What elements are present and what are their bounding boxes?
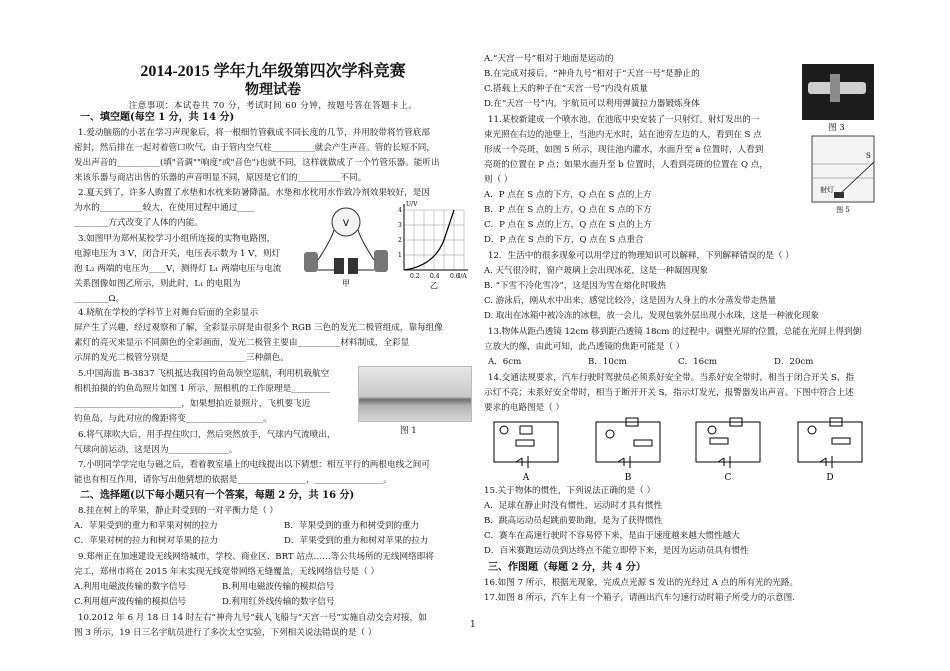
tick-x-1: 0.2 <box>410 273 420 280</box>
spacecraft-docking-photo <box>802 64 874 120</box>
page-number: 1 <box>470 620 476 630</box>
q2-line3: ________方式改变了人体的内能。 <box>74 218 203 228</box>
tick-x-2: 0.4 <box>430 273 440 280</box>
q13-option-c: C．16cm <box>678 357 718 367</box>
q5-line3: _________________________，如果想拍近景照片，飞机要飞近 <box>74 399 311 409</box>
tick-y-4: 4 <box>398 207 402 214</box>
circuit-d <box>798 418 862 468</box>
q5-line2: 相机拍摄的钓鱼岛照片如图 1 所示，照相机的工作原理是_________ <box>74 384 330 394</box>
q6-line2: 气球向前运动，这是因为______________。 <box>74 445 238 455</box>
q12-option-d: D. 取出在冰箱中被冷冻的冰糕，放一会儿，发现包装外层出现小水珠，这是一种液化现象 <box>484 311 819 321</box>
q11-option-b: B．P 点在 S 点的上方，Q 点在 S 点的下方 <box>484 205 652 215</box>
q11-line3: 形成一个亮斑，如图 5 所示，现往池内灌水，水面升至 a 位置时，人看到 <box>484 145 764 155</box>
q8-option-a: A．苹果受到的重力和苹果对树的拉力 <box>74 521 218 531</box>
tick-y-3: 3 <box>398 222 402 229</box>
q3-line2: 电源电压为 3 V，闭合开关，电压表示数为 1 V，则灯 <box>74 249 281 259</box>
q8-stem: 8.挂在树上的苹果，静止时受到的一对平衡力是（ ） <box>78 506 278 516</box>
q15-option-b: B．跳高运动员起跳前要助跑，是为了获得惯性 <box>484 516 663 526</box>
q9-option-c: C.利用超声波传输的模拟信号 <box>74 597 187 607</box>
q9-line2: 完工，郑州市将在 2015 年末实现无线宽带网络无缝覆盖，无线网络信号是（ ） <box>74 567 380 577</box>
q1-line1: 1.爱动脑筋的小茗在学习声现象后，将一根细竹管截成不同长度的几节，并用胶带将竹管底部 <box>78 128 430 138</box>
q13-option-b: B．10cm <box>588 357 627 367</box>
q15-stem: 15.关于物体的惯性，下列说法正确的是（ ） <box>484 486 656 496</box>
q10-option-c: C.搭载上天的种子在“天宫一号”内没有质量 <box>484 84 648 94</box>
circuit-a <box>494 422 558 468</box>
q2-line2: 为水的__________较大，在使用过程中通过____ <box>74 203 255 213</box>
circuit-c <box>696 418 760 468</box>
fig3-caption: 图 3 <box>828 123 845 133</box>
exam-title: 2014-2015 学年九年级第四次学科竞赛 <box>140 63 406 80</box>
pool-lamp-figure <box>810 134 876 214</box>
q9-option-d: D.利用红外线传输的数字信号 <box>222 597 335 607</box>
q4-line3: 素灯的亮灭来显示不同颜色的全彩画面，发光二极管主要由__________材料制成，全彩显 <box>74 338 410 348</box>
q4-line2: 屏产生了兴趣，经过观察和了解，全彩显示屏是由很多个 RGB 三色的发光二极管组成，靠每组像 <box>74 323 443 333</box>
q12-stem: 12．生活中的很多现象可以用学过的物理知识可以解释，下列解释错误的是（ ） <box>488 251 794 261</box>
q12-option-b: B. “下雪不冷化雪冷”，这是因为雪在熔化时吸热 <box>484 281 666 291</box>
q11-line2: 束光照在右边的池壁上，当池内无水时，站在池旁左边的人，看到在 S 点 <box>484 130 762 140</box>
q2-line1: 2.夏天到了，许多人购置了水垫和水枕来防暑降温。水垫和水枕用水作致冷剂效果较好，是因 <box>78 188 430 198</box>
q14-line3: 要求的电路图是（ ） <box>484 403 565 413</box>
q3-line1: 3.如图甲为郑州某校学习小组所连接的实物电路图， <box>78 234 276 244</box>
q15-option-a: A．足球在静止时没有惯性，运动时才具有惯性 <box>484 501 663 511</box>
fig5-lamp-label: 射灯 <box>820 186 834 194</box>
q3-line4: 关系图像如图乙所示，则此时，L₁ 的电阻为 <box>74 279 241 289</box>
q4-line4: 示屏的发光二极管分别是__________________三种颜色。 <box>74 353 289 363</box>
q5-line4: 钓鱼岛，与此对应的像距将变__________________。 <box>74 414 272 424</box>
q4-line1: 4.晓航在学校的学科节上对舞台后面的全彩显示 <box>78 308 259 318</box>
circuit-label-c: C <box>724 473 732 482</box>
q11-line1: 11.某校新建成一个喷水池，在池底中央安装了一只射灯。射灯发出的一 <box>488 115 760 125</box>
tick-y-2: 2 <box>398 237 402 244</box>
spacecraft-panel <box>830 74 840 102</box>
q8-option-c: C．苹果对树的拉力和树对苹果的拉力 <box>74 536 219 546</box>
q3-line5: ________Ω。 <box>74 294 125 304</box>
q9-option-a: A.利用电磁波传输的数字信号 <box>74 582 187 592</box>
q12-option-a: A. 天气很冷时，窗户玻璃上会出现冰花，这是一种凝固现象 <box>484 266 709 276</box>
q10-option-d: D.在“天宫一号”内，宇航员可以利用弹簧拉力器锻炼身体 <box>484 99 700 109</box>
q11-line4: 亮斑的位置在 P 点；如果水面升至 b 位置时，人看到亮斑的位置在 Q 点， <box>484 160 768 170</box>
q8-option-b: B．苹果受到的重力和树受到的重力 <box>284 521 420 531</box>
circuit-label-b: B <box>624 473 632 482</box>
q6-line1: 6.将气球吹大后，用手捏住吹口，然后突然放手，气球内气流喷出， <box>78 430 336 440</box>
q14-line1: 14.交通法规要求，汽车行驶时驾驶员必须系好安全带。当系好安全带时，相当于闭合开关 S，指 <box>488 373 855 383</box>
q7-line1: 7.小明同学学完电与磁之后，看着教室墙上的电线提出以下猜想：相互平行的两根电线之间可 <box>78 460 430 470</box>
circuit-options <box>486 412 874 482</box>
circuit-label-a: A <box>522 473 530 482</box>
q9-line1: 9.郑州正在加速建设无线网络城市，学校、商业区、BRT 站点……等公共场所的无线网络即将 <box>78 552 434 562</box>
q8-option-d: D．苹果受到的重力和树对苹果的拉力 <box>284 536 429 546</box>
q13-option-a: A．6cm <box>488 357 522 367</box>
q11-option-c: C．P 点在 S 点的上方，Q 点在 S 点的上方 <box>484 220 652 230</box>
fig5-s-label: S <box>866 152 871 160</box>
q7-line2: 能也有相互作用，请你写出他猜想的依据是________________，________________。 <box>74 475 392 485</box>
q10-line1: 10.2012 年 6 月 18 日 14 时左右“神舟九号”载人飞船与“天宫一号”实施自动交会对接，如 <box>78 613 427 623</box>
section-drawing: 三、作图题（每题 2 分，共 4 分） <box>488 562 646 573</box>
tick-y-1: 1 <box>398 252 402 259</box>
q13-line1: 13.物体从距凸透镜 12cm 移到距凸透镜 18cm 的过程中，调整光屏的位置，总能在光屏上得到倒 <box>488 327 862 337</box>
diaoyu-island-photo <box>358 366 472 422</box>
q3-line3: 泡 L₂ 两端的电压为____V，测得灯 L₁ 两端电压与电流 <box>74 264 282 274</box>
circuit-b <box>596 418 660 468</box>
q10-option-b: B.在完成对接后，“神舟九号”相对于“天宫一号”是静止的 <box>484 69 700 79</box>
q12-option-c: C. 游泳后，刚从水中出来，感觉比较冷，这是因为人身上的水分蒸发带走热量 <box>484 296 777 306</box>
fig1-caption: 图 1 <box>400 426 417 436</box>
ui-graph-yi <box>396 200 472 290</box>
q10-option-a: A.“天宫一号”相对于地面是运动的 <box>484 54 614 64</box>
q1-line4: 来该乐器与商店出售的乐器的声音明显不同，原因是它们的__________不同。 <box>74 173 367 183</box>
q15-option-d: D．百米赛跑运动员到达终点不能立即停下来，是因为运动员具有惯性 <box>484 546 749 556</box>
exam-note: 注意事项：本试卷共 70 分，考试时间 60 分钟，按题号答在答题卡上。 <box>128 101 418 111</box>
q16: 16.如图 7 所示，根据光现象，完成点光源 S 发出的光经过 A 点的所有光的光路。 <box>484 578 799 588</box>
section-choice: 二、选择题(以下每小题只有一个答案，每题 2 分，共 16 分) <box>80 490 355 501</box>
q17: 17.如图 8 所示，汽车上有一个箱子，请画出汽车匀速行动时箱子所受力的示意图. <box>484 593 795 603</box>
q11-option-a: A．P 点在 S 点的下方，Q 点在 S 点的上方 <box>484 190 652 200</box>
section-fill-blank: 一、填空题(每空 1 分，共 14 分) <box>80 112 235 123</box>
q15-option-c: C．赛车在高速行驶时不容易停下来，是由于速度越来越大惯性越大 <box>484 531 740 541</box>
tick-x-3: 0.6 <box>450 273 460 280</box>
q1-line2: 密封，然后排在一起对着管口吹气，由于管内空气柱__________就会产生声音。管的长短不同， <box>74 143 435 153</box>
fig-yi-label: 乙 <box>430 281 438 290</box>
q5-line1: 5.中国海监 B-3837 飞机抵达我国钓鱼岛领空巡航，利用机载航空 <box>78 369 330 379</box>
q10-line2: 图 3 所示，19 日三名宇航员进行了多次太空实验，下列相关说法错误的是（ ） <box>74 628 377 638</box>
circuit-figure-jia <box>296 200 396 288</box>
q13-option-d: D．20cm <box>774 357 814 367</box>
svg-text:V: V <box>342 219 350 229</box>
axis-i-label: I/A <box>458 273 467 280</box>
q14-line2: 示灯不亮；未系好安全带时，相当于断开开关 S，指示灯发光，报警器发出声音。下图中符合上述 <box>484 388 854 398</box>
q11-line5: 则（ ） <box>484 175 513 185</box>
fig5-caption: 图 5 <box>836 206 850 214</box>
circuit-label-d: D <box>826 473 834 482</box>
q1-line3: 发出声音的__________(填"音调""响度"或"音色")也就不同，这样就做成了一个竹管乐器。能听出 <box>74 158 440 168</box>
q13-line2: 立放大的像，由此可知，此凸透镜的焦距可能是（ ） <box>484 342 685 352</box>
fig-jia-label: 甲 <box>342 279 350 288</box>
q9-option-b: B.利用电磁波传输的模拟信号 <box>222 582 335 592</box>
exam-subtitle: 物理试卷 <box>245 82 301 98</box>
q11-option-d: D．P 点在 S 点的下方，Q 点在 S 点重合 <box>484 235 644 245</box>
axis-u-label: U/V <box>406 201 418 208</box>
